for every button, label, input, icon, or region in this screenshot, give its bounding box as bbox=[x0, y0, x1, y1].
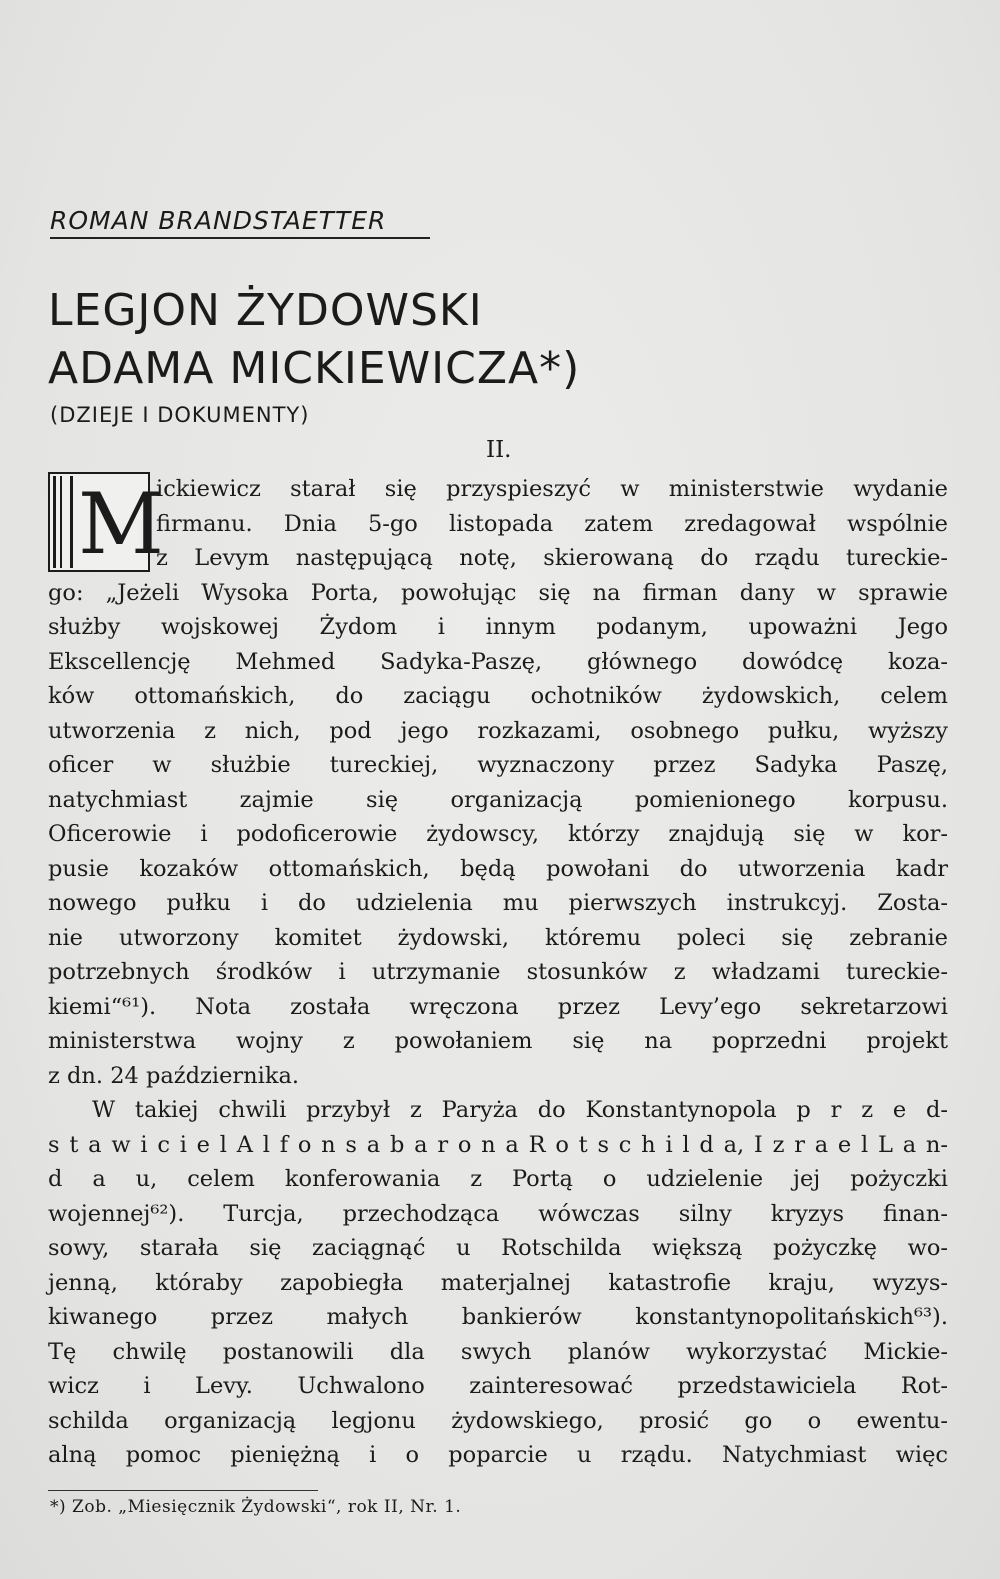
text-line: oficer w służbie tureckiej, wyznaczony przez Sadyka Paszę, bbox=[48, 752, 948, 778]
text-line: nowego pułku i do udzielenia mu pierwszych instrukcyj. Zosta- bbox=[48, 890, 948, 916]
text-line: pusie kozaków ottomańskich, będą powołani do utworzenia kadr bbox=[48, 855, 948, 882]
text-line: W takiej chwili przybył z Paryża do Konstantynopola p r z e d- bbox=[92, 1097, 948, 1123]
article-subtitle: (DZIEJE I DOKUMENTY) bbox=[50, 403, 310, 427]
text-line: alną pomoc pieniężną i o poparcie u rządu. Natychmiast więc bbox=[48, 1442, 948, 1468]
article-body bbox=[48, 472, 948, 1473]
text-line: firmanu. Dnia 5-go listopada zatem zredagował wspólnie bbox=[156, 510, 948, 537]
text-line: s t a w i c i e l A l f o n s a b a r o n a R o t s c h i l d a, I z r a e l L a n- bbox=[48, 1131, 948, 1158]
text-line: Tę chwilę postanowili dla swych planów wykorzystać Mickie- bbox=[48, 1338, 948, 1365]
text-line: z Levym następującą notę, skierowaną do rządu tureckie- bbox=[156, 545, 948, 571]
text-line: d a u, celem konferowania z Portą o udzielenie jej pożyczki bbox=[48, 1166, 948, 1192]
title-line-2: ADAMA MICKIEWICZA*) bbox=[48, 343, 581, 394]
text-line: ickiewicz starał się przyspieszyć w ministerstwie wydanie bbox=[156, 476, 948, 502]
text-line: ków ottomańskich, do zaciągu ochotników żydowskich, celem bbox=[48, 683, 948, 709]
drop-cap-letter: M bbox=[78, 475, 165, 573]
drop-cap bbox=[48, 472, 165, 573]
text-line: potrzebnych środków i utrzymanie stosunków z władzami tureckie- bbox=[48, 959, 948, 985]
text-line: sowy, starała się zaciągnąć u Rotschilda większą pożyczkę wo- bbox=[48, 1235, 948, 1261]
text-line: służby wojskowej Żydom i innym podanym, upoważni Jego bbox=[48, 614, 948, 640]
footnote: *) Zob. „Miesięcznik Żydowski“, rok II, Nr. 1. bbox=[50, 1497, 462, 1517]
text-line: kiemi“⁶¹). Nota została wręczona przez Levy’ego sekretarzowi bbox=[48, 993, 948, 1020]
article-title bbox=[48, 282, 748, 398]
title-line-1: LEGJON ŻYDOWSKI bbox=[48, 285, 483, 336]
text-line: wojennej⁶²). Turcja, przechodząca wówczas silny kryzys finan- bbox=[48, 1200, 948, 1227]
text-line: Ekscellencję Mehmed Sadyka-Paszę, głównego dowódcę koza- bbox=[48, 648, 948, 675]
part-number: II. bbox=[486, 437, 512, 463]
text-line: go: „Jeżeli Wysoka Porta, powołując się na firman dany w sprawie bbox=[48, 579, 948, 606]
text-line: schilda organizacją legjonu żydowskiego, prosić go o ewentu- bbox=[48, 1407, 948, 1434]
text-line: z dn. 24 października. bbox=[48, 1062, 300, 1089]
text-line: Oficerowie i podoficerowie żydowscy, którzy znajdują się w kor- bbox=[48, 821, 948, 847]
text-line: jenną, któraby zapobiegła materjalnej katastrofie kraju, wyzys- bbox=[48, 1269, 948, 1296]
text-line: nie utworzony komitet żydowski, któremu poleci się zebranie bbox=[48, 924, 948, 951]
text-line: wicz i Levy. Uchwalono zainteresować przedstawiciela Rot- bbox=[48, 1373, 948, 1399]
text-line: natychmiast zajmie się organizacją pomienionego korpusu. bbox=[48, 786, 948, 813]
text-line: ministerstwa wojny z powołaniem się na poprzedni projekt bbox=[48, 1028, 948, 1054]
footnote-divider bbox=[48, 1490, 318, 1491]
text-line: utworzenia z nich, pod jego rozkazami, osobnego pułku, wyższy bbox=[48, 717, 948, 744]
author-name: ROMAN BRANDSTAETTER bbox=[50, 206, 430, 239]
drop-cap-ornament bbox=[53, 476, 73, 568]
text-line: kiwanego przez małych bankierów konstantynopolitańskich⁶³). bbox=[48, 1304, 948, 1330]
